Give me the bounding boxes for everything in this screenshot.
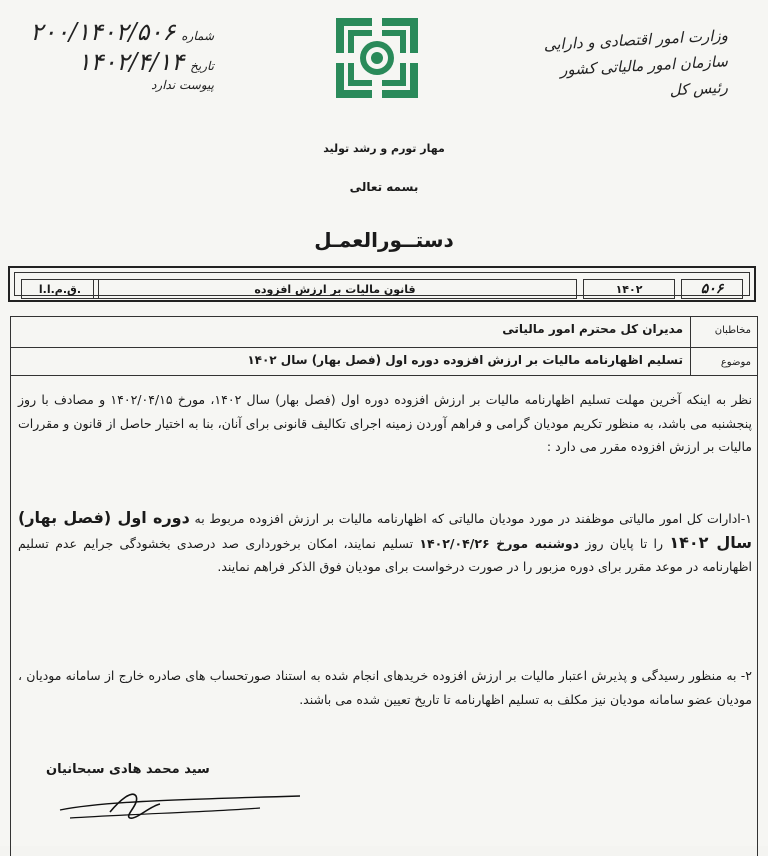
paragraph-item-1 <box>18 506 752 579</box>
item-1-text: تسلیم نمایند، امکان برخورداری صد درصدی بخشودگی جرایم عدم تسلیم اظهارنامه در موعد مقرر برای دوره مزبور را در صورت درخواست برای مودیان فوق الذکر فراهم نمایند. <box>18 535 752 574</box>
signature-icon <box>40 782 310 826</box>
addressee-label: مخاطبان <box>714 325 751 336</box>
addressee-value: مدیران کل محترم امور مالیاتی <box>502 322 683 336</box>
subject-label: موضوع <box>720 357 751 368</box>
reference-bar <box>8 266 756 302</box>
row-divider <box>11 347 757 348</box>
reference-code: ق.م.ا.ا. <box>21 279 99 299</box>
motto: مهار تورم و رشد تولید <box>323 142 445 155</box>
label-divider <box>690 317 691 375</box>
ministry-header <box>508 28 728 106</box>
date-label: تاریخ <box>190 59 214 73</box>
item-1-deadline: دوشنبه مورخ ۱۴۰۲/۰۴/۲۶ <box>419 535 580 551</box>
date-value: ۱۴۰۲/۴/۱۴ <box>77 48 185 76</box>
basmala: بسمه تعالی <box>349 180 419 194</box>
reference-number: ۵۰۶ <box>681 279 743 299</box>
subject-value: تسلیم اظهارنامه مالیات بر ارزش افزوده دوره اول (فصل بهار) سال ۱۴۰۲ <box>247 353 683 367</box>
paragraph-intro: نظر به اینکه آخرین مهلت تسلیم اظهارنامه مالیات بر ارزش افزوده دوره اول (فصل بهار) سال ۱۴۰۲، مورخ ۱۴۰۲/۰۴/۱۵ و مصادف با روز پنجشنبه می باشد، به منظور تکریم مودیان گرامی و فراهم آوردن زمینه اجرای تکالیف قانونی برای آنان، بنا به اختیار حاصل از قانون و مقررات مالیات بر ارزش افزوده مقرر می دارد : <box>18 392 752 454</box>
ministry-line: رئیس کل <box>669 78 729 100</box>
row-divider <box>11 375 757 376</box>
tax-organization-logo-icon <box>334 16 420 100</box>
item-1-period: دوره اول (فصل بهار) سال ۱۴۰۲ <box>18 508 752 552</box>
number-value: ۲۰۰/۱۴۰۲/۵۰۶ <box>30 18 176 46</box>
reference-year: ۱۴۰۲ <box>583 279 675 299</box>
reference-subject: قانون مالیات بر ارزش افزوده <box>93 279 577 299</box>
ministry-line: سازمان امور مالیاتی کشور <box>559 52 729 80</box>
ministry-line: وزارت امور اقتصادی و دارایی <box>543 26 729 54</box>
document-title: دستــورالعمـل <box>314 228 454 252</box>
attachment-label: پیوست ندارد <box>151 78 214 92</box>
paragraph-item-2: ۲- به منظور رسیدگی و پذیرش اعتبار مالیات بر ارزش افزوده خریدهای انجام شده به استناد صورتحساب های صادره خارج از سامانه مودیان ، مودیان عضو سامانه مودیان نیز مکلف به تسلیم اظهارنامه تا تاریخ تعیین شده می باشند. <box>18 668 752 707</box>
number-label: شماره <box>181 29 214 43</box>
reference-inner <box>14 272 750 296</box>
letter-meta <box>14 18 214 108</box>
signer-name: سید محمد هادی سبحانیان <box>46 762 210 777</box>
item-1-text: را تا پایان روز <box>579 535 670 551</box>
item-1-text: ۱-ادارات کل امور مالیاتی موظفند در مورد مودیان مالیاتی که اظهارنامه مالیات بر ارزش افزوده مربوط به <box>189 511 752 526</box>
